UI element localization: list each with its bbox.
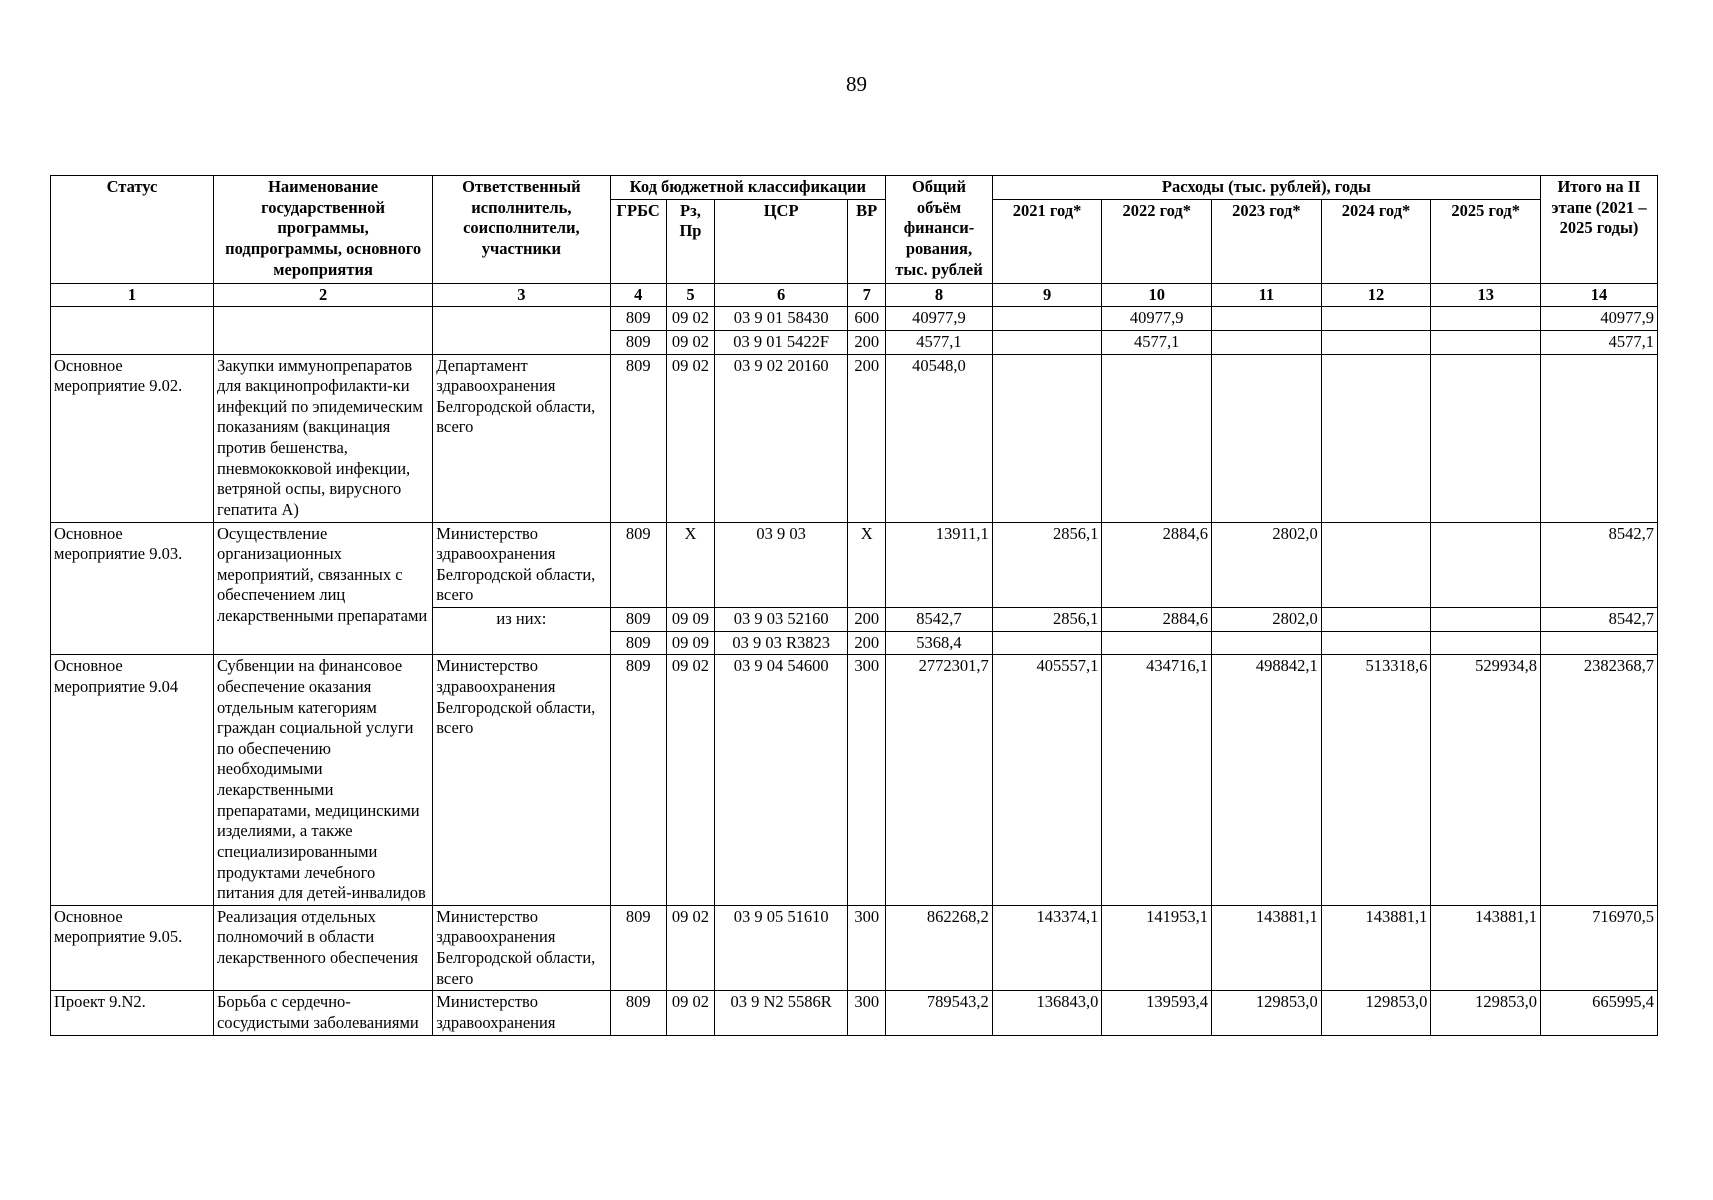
name-cell: Субвенции на финансовое обеспечение оказания отдельным категориям граждан социальной услуги по обеспечению необходимыми лекарственными препаратами, медицинскими изделиями, а также специализированными продуктами лечебного питания для детей-инвалидов [213,655,432,906]
y2023-cell: 129853,0 [1212,991,1322,1035]
csr-cell: 03 9 N2 5586R [715,991,848,1035]
table-row [51,354,1658,522]
y2023-cell [1212,631,1322,655]
y2024-cell [1321,307,1431,331]
total-cell: 2772301,7 [886,655,993,906]
y2024-cell: 513318,6 [1321,655,1431,906]
y2021-cell: 405557,1 [992,655,1102,906]
total-cell: 40548,0 [886,354,993,522]
vr-cell: 300 [848,991,886,1035]
rzpr-cell: 09 02 [666,307,714,331]
y2025-cell [1431,354,1541,522]
y2022-cell: 4577,1 [1102,330,1212,354]
y2024-cell [1321,608,1431,632]
name-cell: Закупки иммунопрепаратов для вакцинопрофилакти-ки инфекций по эпидемическим показаниям (вакцинация против бешенства, пневмококковой инфекции, ветряной оспы, вирусного гепатита А) [213,354,432,522]
header-status: Статус [51,176,214,284]
total-cell: 862268,2 [886,905,993,991]
responsible-cell: из них: [433,608,610,655]
header-2025: 2025 год* [1431,199,1541,283]
y2021-cell [992,330,1102,354]
rzpr-cell: Х [666,522,714,608]
y2023-cell: 143881,1 [1212,905,1322,991]
status-cell [51,307,214,354]
grbs-cell: 809 [610,522,666,608]
grbs-cell: 809 [610,608,666,632]
csr-cell: 03 9 05 51610 [715,905,848,991]
rzpr-cell: 09 09 [666,608,714,632]
csr-cell: 03 9 02 20160 [715,354,848,522]
grbs-cell: 809 [610,905,666,991]
y2025-cell [1431,631,1541,655]
grbs-cell: 809 [610,631,666,655]
page-number: 89 [846,72,867,96]
y2025-cell [1431,522,1541,608]
rzpr-cell: 09 02 [666,991,714,1035]
name-cell [213,307,432,354]
table-row [51,522,1658,608]
y2021-cell [992,631,1102,655]
responsible-cell: Министерство здравоохранения Белгородской области, всего [433,905,610,991]
vr-cell: 300 [848,905,886,991]
header-2021: 2021 год* [992,199,1102,283]
table-row [51,991,1658,1035]
grbs-cell: 809 [610,354,666,522]
column-number: 13 [1431,283,1541,307]
y2023-cell [1212,330,1322,354]
stage-total-cell: 716970,5 [1541,905,1658,991]
vr-cell: 200 [848,631,886,655]
y2021-cell [992,307,1102,331]
y2024-cell [1321,330,1431,354]
header-grbs: ГРБС [610,199,666,283]
header-total-volume: Общий объём финанси-рования, тыс. рублей [886,176,993,284]
y2021-cell: 2856,1 [992,522,1102,608]
responsible-cell: Министерство здравоохранения Белгородской области, всего [433,522,610,608]
vr-cell: Х [848,522,886,608]
column-number: 4 [610,283,666,307]
header-rzpr: Рз, Пр [666,199,714,283]
total-cell: 4577,1 [886,330,993,354]
stage-total-cell: 8542,7 [1541,608,1658,632]
table-row [51,655,1658,906]
csr-cell: 03 9 03 [715,522,848,608]
responsible-cell: Департамент здравоохранения Белгородской области, всего [433,354,610,522]
name-cell: Борьба с сердечно-сосудистыми заболеваниями [213,991,432,1035]
table-row [51,307,1658,331]
vr-cell: 600 [848,307,886,331]
header-row-1 [51,176,1658,200]
y2023-cell: 2802,0 [1212,608,1322,632]
vr-cell: 200 [848,354,886,522]
status-cell: Основное мероприятие 9.05. [51,905,214,991]
y2025-cell [1431,307,1541,331]
y2025-cell: 143881,1 [1431,905,1541,991]
y2021-cell: 136843,0 [992,991,1102,1035]
column-number: 11 [1212,283,1322,307]
name-cell: Осуществление организационных мероприятий, связанных с обеспечением лиц лекарственными препаратами [213,522,432,655]
csr-cell: 03 9 04 54600 [715,655,848,906]
y2021-cell [992,354,1102,522]
csr-cell: 03 9 03 R3823 [715,631,848,655]
responsible-cell: Министерство здравоохранения [433,991,610,1035]
column-number: 1 [51,283,214,307]
rzpr-cell: 09 02 [666,655,714,906]
column-number: 7 [848,283,886,307]
header-2023: 2023 год* [1212,199,1322,283]
y2022-cell: 40977,9 [1102,307,1212,331]
y2023-cell [1212,307,1322,331]
total-cell: 40977,9 [886,307,993,331]
total-cell: 789543,2 [886,991,993,1035]
vr-cell: 200 [848,608,886,632]
y2025-cell: 129853,0 [1431,991,1541,1035]
stage-total-cell: 4577,1 [1541,330,1658,354]
y2021-cell: 2856,1 [992,608,1102,632]
y2025-cell [1431,330,1541,354]
y2024-cell [1321,522,1431,608]
status-cell: Основное мероприятие 9.02. [51,354,214,522]
header-2022: 2022 год* [1102,199,1212,283]
rzpr-cell: 09 02 [666,330,714,354]
stage-total-cell: 665995,4 [1541,991,1658,1035]
stage-total-cell [1541,631,1658,655]
grbs-cell: 809 [610,991,666,1035]
y2022-cell: 2884,6 [1102,608,1212,632]
column-number: 10 [1102,283,1212,307]
y2022-cell: 139593,4 [1102,991,1212,1035]
rzpr-cell: 09 02 [666,905,714,991]
y2024-cell [1321,631,1431,655]
y2022-cell [1102,354,1212,522]
header-name: Наименование государственной программы, подпрограммы, основного мероприятия [213,176,432,284]
y2022-cell: 2884,6 [1102,522,1212,608]
total-cell: 13911,1 [886,522,993,608]
grbs-cell: 809 [610,655,666,906]
column-number: 5 [666,283,714,307]
column-number: 8 [886,283,993,307]
stage-total-cell: 8542,7 [1541,522,1658,608]
header-responsible: Ответственный исполнитель, соисполнители, участники [433,176,610,284]
header-vr: ВР [848,199,886,283]
csr-cell: 03 9 03 52160 [715,608,848,632]
y2021-cell: 143374,1 [992,905,1102,991]
header-csr: ЦСР [715,199,848,283]
y2024-cell: 143881,1 [1321,905,1431,991]
grbs-cell: 809 [610,330,666,354]
column-number: 2 [213,283,432,307]
y2025-cell [1431,608,1541,632]
csr-cell: 03 9 01 5422F [715,330,848,354]
y2023-cell [1212,354,1322,522]
column-number: 9 [992,283,1102,307]
y2022-cell: 141953,1 [1102,905,1212,991]
header-stage-total: Итого на II этапе (2021 – 2025 годы) [1541,176,1658,284]
y2025-cell: 529934,8 [1431,655,1541,906]
y2022-cell [1102,631,1212,655]
name-cell: Реализация отдельных полномочий в области лекарственного обеспечения [213,905,432,991]
status-cell: Основное мероприятие 9.04 [51,655,214,906]
stage-total-cell: 40977,9 [1541,307,1658,331]
y2022-cell: 434716,1 [1102,655,1212,906]
column-number: 3 [433,283,610,307]
status-cell: Проект 9.N2. [51,991,214,1035]
y2024-cell: 129853,0 [1321,991,1431,1035]
column-number: 6 [715,283,848,307]
total-cell: 5368,4 [886,631,993,655]
vr-cell: 200 [848,330,886,354]
y2023-cell: 498842,1 [1212,655,1322,906]
stage-total-cell: 2382368,7 [1541,655,1658,906]
csr-cell: 03 9 01 58430 [715,307,848,331]
responsible-cell [433,307,610,354]
y2023-cell: 2802,0 [1212,522,1322,608]
rzpr-cell: 09 09 [666,631,714,655]
vr-cell: 300 [848,655,886,906]
header-expenses-group: Расходы (тыс. рублей), годы [992,176,1540,200]
column-number: 14 [1541,283,1658,307]
stage-total-cell [1541,354,1658,522]
table-row [51,905,1658,991]
budget-table [50,175,1658,1036]
rzpr-cell: 09 02 [666,354,714,522]
column-number: 12 [1321,283,1431,307]
grbs-cell: 809 [610,307,666,331]
header-code-group: Код бюджетной классификации [610,176,886,200]
responsible-cell: Министерство здравоохранения Белгородской области, всего [433,655,610,906]
total-cell: 8542,7 [886,608,993,632]
status-cell: Основное мероприятие 9.03. [51,522,214,655]
y2024-cell [1321,354,1431,522]
column-number-row [51,283,1658,307]
header-2024: 2024 год* [1321,199,1431,283]
